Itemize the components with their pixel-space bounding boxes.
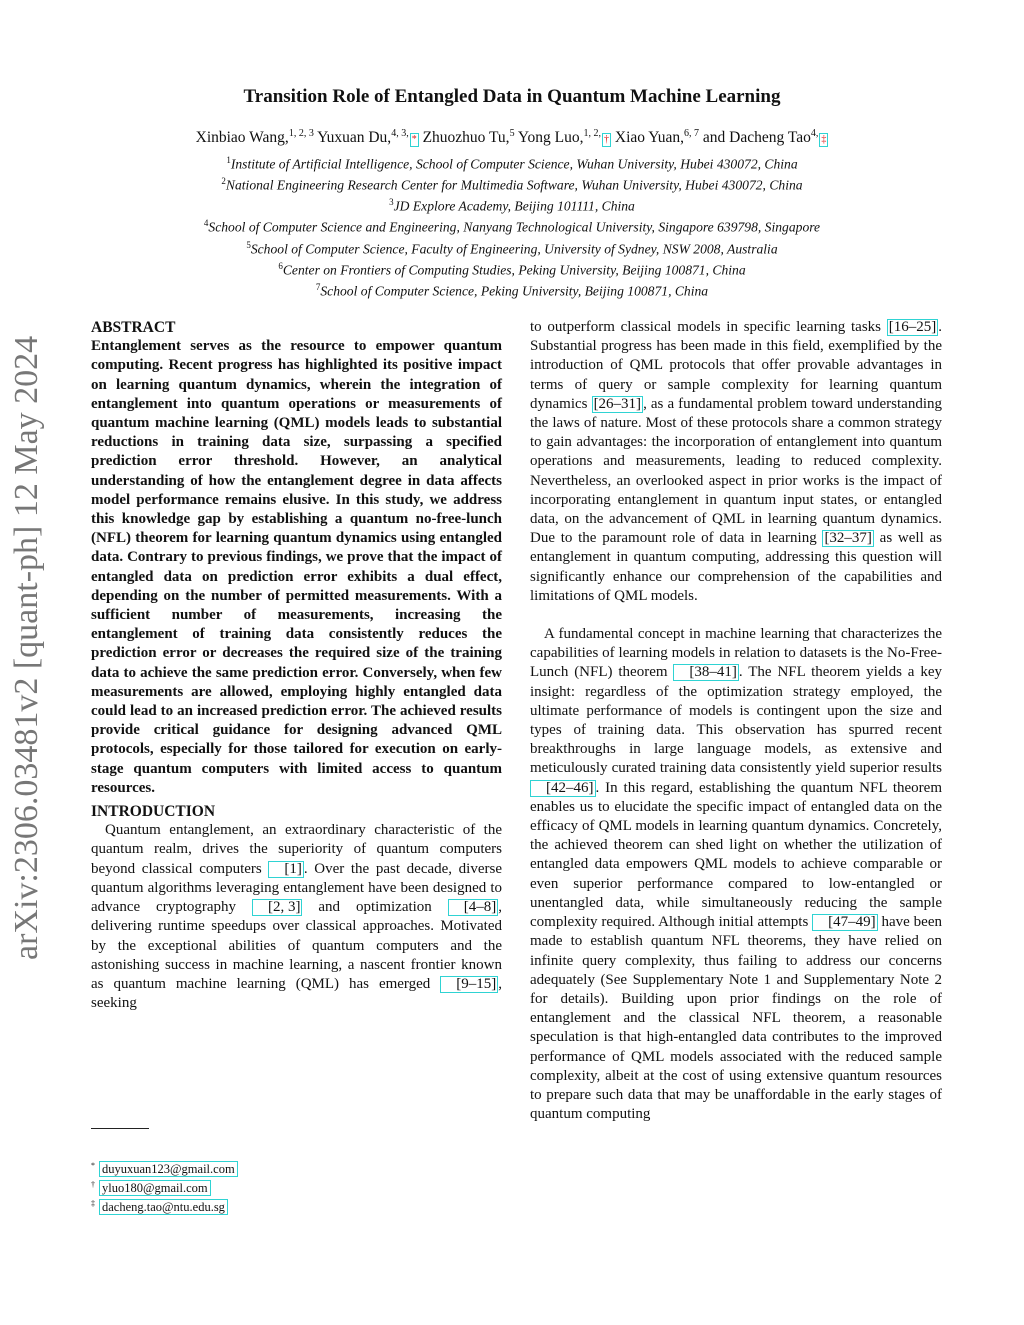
footnote-mark: † xyxy=(91,1180,95,1190)
footnote xyxy=(91,1177,391,1196)
footnote xyxy=(91,1196,391,1215)
author-affiliation-marks: 1, 2, xyxy=(583,128,601,139)
citation-link[interactable]: [26–31] xyxy=(593,395,642,412)
affiliation-number: 6 xyxy=(278,260,283,271)
affiliation-line xyxy=(0,194,1024,215)
body-text: . Substantial progress has been made in this field, exemplified by the introduction of QML protocols that offer provable advantages in terms of query or sample complexity for learning quantum dynamics xyxy=(530,319,942,412)
body-text: , as a fundamental problem toward understanding the laws of nature. Most of these protocols share a common strategy to gain advantages: the incorporation of entanglement into quantum operations and measurements, leading to reduced complexity. Nevertheless, an overlooked aspect in prior works is the impact of incorporating entanglement in quantum input states, or entangled data, on the advancement of QML in learning quantum dynamics. Due to the paramount role of data in learning xyxy=(530,395,942,547)
intro-paragraph-1 xyxy=(91,821,502,1013)
intro-paragraph-1-continued xyxy=(530,318,942,606)
affiliation-list xyxy=(0,152,1024,300)
footnote-mark: * xyxy=(91,1161,95,1170)
author-footnote-link[interactable]: * xyxy=(411,134,417,145)
affiliation-line xyxy=(0,258,1024,279)
author-name: Yong Luo, xyxy=(517,129,584,146)
email-link[interactable]: yluo180@gmail.com xyxy=(99,1180,211,1196)
author-footnote-link[interactable]: ‡ xyxy=(821,134,827,145)
affiliation-number: 1 xyxy=(226,155,231,165)
affiliation-line xyxy=(0,173,1024,194)
affiliation-line xyxy=(0,279,1024,300)
arxiv-stamp: arXiv:2306.03481v2 [quant-ph] 12 May 2024 xyxy=(8,335,45,960)
affiliation-number: 3 xyxy=(389,197,394,208)
affiliation-number: 5 xyxy=(246,239,251,250)
right-column xyxy=(530,318,942,1124)
intro-paragraph-2 xyxy=(530,625,942,1124)
citation-link[interactable]: [9–15] xyxy=(440,976,498,993)
body-text: . In this regard, establishing the quantum NFL theorem enables us to elucidate the specific impact of entangled data on the efficacy of QML models in learning quantum dynamics. Concretely, the achieved theorem can shed light on whether the utilization of entangled data empowers QML models to achieve comparable or even superior performance compared to low-entangled or unentangled data, while simultaneously reducing the sample complexity required. Although initial attempts xyxy=(530,779,942,931)
author-name: Zhuozhuo Tu, xyxy=(422,129,510,146)
citation-link[interactable]: [42–46] xyxy=(530,780,596,797)
citation-link[interactable]: [2, 3] xyxy=(252,899,303,916)
author-name: Xinbiao Wang, xyxy=(195,129,289,146)
footnote-mark: ‡ xyxy=(91,1199,95,1209)
citation-link[interactable]: [47–49] xyxy=(812,914,878,931)
email-link[interactable]: duyuxuan123@gmail.com xyxy=(99,1161,238,1177)
body-text: Quantum entanglement, an extraordinary characteristic of the quantum realm, drives the superiority of quantum computers beyond classical computers xyxy=(91,822,502,877)
abstract-heading: ABSTRACT xyxy=(91,319,176,336)
affiliation-text: Center on Frontiers of Computing Studies, Peking University, Beijing 100871, China xyxy=(282,262,746,278)
author-affiliation-marks: 1, 2, 3 xyxy=(288,128,314,139)
author-name: Yuxuan Du, xyxy=(317,129,392,146)
affiliation-line xyxy=(0,237,1024,258)
left-column xyxy=(91,318,502,1013)
author-list xyxy=(0,128,1024,147)
body-text: , delivering runtime speedups over classical approaches. Motivated by the exceptional abilities of quantum computers and the astonishing success in machine learning, a nascent frontier known as quantum machine learning (QML) has emerged xyxy=(91,899,502,992)
affiliation-number: 2 xyxy=(221,176,226,187)
paper-title: Transition Role of Entangled Data in Quantum Machine Learning xyxy=(243,86,781,107)
footnote xyxy=(91,1158,391,1177)
body-text: A fundamental concept in machine learning that characterizes the capabilities of learning models in relation to datasets is the No-Free-Lunch (NFL) theorem xyxy=(530,626,942,681)
affiliation-text: School of Computer Science and Engineering, Nanyang Technological University, Singapore 639798, Singapore xyxy=(208,219,821,235)
body-text: as well as entanglement in quantum computing, addressing this question will significantly enhance our comprehension of the capabilities and limitations of QML models. xyxy=(530,530,942,604)
author-affiliation-marks: 6, 7 xyxy=(684,128,700,139)
affiliation-text: School of Computer Science, Faculty of Engineering, University of Sydney, NSW 2008, Australia xyxy=(250,241,778,257)
author-footnote-link[interactable]: † xyxy=(604,134,609,145)
author-affiliation-marks: 4, xyxy=(810,128,819,139)
author-name: Xiao Yuan, xyxy=(614,129,685,146)
body-text: and optimization xyxy=(302,899,448,916)
footnotes xyxy=(91,1158,391,1215)
affiliation-text: JD Explore Academy, Beijing 101111, China xyxy=(393,198,635,214)
body-text: have been made to establish quantum NFL theorems, they have relied on infinite query complexity, thus failing to address our concerns adequately (See Supplementary Note 1 and Supplementary Note 2 for details). Building upon prior findings on the role of entanglement and the classical NFL theorem, a reasonable speculation is that high-entangled data contributes to the improved performance of QML models associated with the reduced sample complexity, albeit at the cost of using extensive quantum resources to prepare such data that may be unaffordable in the early stages of quantum computing xyxy=(530,914,942,1123)
affiliation-line xyxy=(0,152,1024,173)
affiliation-text: School of Computer Science, Peking University, Beijing 100871, China xyxy=(320,283,709,299)
affiliation-line xyxy=(0,215,1024,236)
footnote-rule xyxy=(91,1128,149,1129)
author-affiliation-marks: 4, 3, xyxy=(391,128,409,139)
author-affiliation-marks: 5 xyxy=(509,128,515,139)
author-name: and Dacheng Tao xyxy=(702,129,811,146)
citation-link[interactable]: [32–37] xyxy=(824,530,872,547)
affiliation-number: 4 xyxy=(203,218,209,229)
citation-link[interactable]: [1] xyxy=(268,861,304,878)
citation-link[interactable]: [4–8] xyxy=(448,899,499,916)
email-link[interactable]: dacheng.tao@ntu.edu.sg xyxy=(99,1199,228,1215)
abstract-text: Entanglement serves as the resource to empower quantum computing. Recent progress has highlighted its positive impact on learning quantum dynamics, wherein the integration of entanglement into quantum operations or measurements of quantum machine learning (QML) models leads to substantial reductions in training data size, surpassing a specified prediction error threshold. However, an analytical understanding of how the entanglement degree in data affects model performance remains elusive. In this study, we address this knowledge gap by establishing a quantum no-free-lunch (NFL) theorem for learning quantum dynamics using entangled data. Contrary to previous findings, we prove that the impact of entangled data on prediction error exhibits a dual effect, depending on the number of permitted measurements. With a sufficient number of measurements, increasing the entanglement of training data consistently reduces the prediction error or decreases the required size of the training data to achieve the same prediction error. Conversely, when few measurements are allowed, employing highly entangled data could lead to an increased prediction error. The achieved results provide critical guidance for designing advanced QML protocols, especially for those tailored for execution on early-stage quantum computers with limited access to quantum resources. xyxy=(91,338,502,796)
affiliation-number: 7 xyxy=(315,281,321,292)
citation-link[interactable]: [16–25] xyxy=(888,319,937,335)
citation-link[interactable]: [38–41] xyxy=(673,664,739,681)
body-text: to outperform classical models in specific learning tasks xyxy=(530,319,887,335)
body-text: . The NFL theorem yields a key insight: regardless of the optimization strategy employed, the ultimate performance of models is contingent upon the size and types of training data. This observation has spurred recent breakthroughs in large language models, as extensive and meticulously curated training data consistently yield superior results xyxy=(530,664,942,777)
body-text: , seeking xyxy=(91,975,502,1012)
body-text: . Over the past decade, diverse quantum algorithms leveraging entanglement have been designed to advance cryptography xyxy=(91,860,502,916)
affiliation-text: National Engineering Research Center for Multimedia Software, Wuhan University, Hubei 430072, China xyxy=(225,177,803,193)
introduction-heading: INTRODUCTION xyxy=(91,803,216,821)
affiliation-text: Institute of Artificial Intelligence, School of Computer Science, Wuhan University, Hubei 430072, China xyxy=(230,156,798,172)
